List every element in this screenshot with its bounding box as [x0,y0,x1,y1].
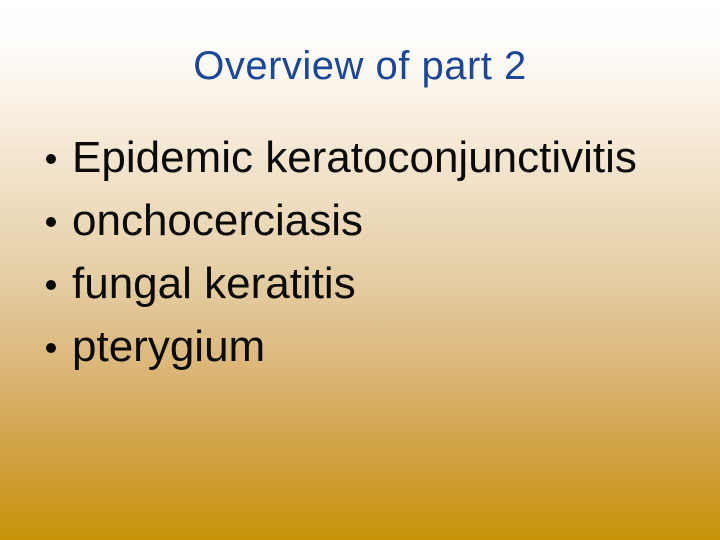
list-item [46,252,704,315]
bullet-text: pterygium [72,321,266,371]
slide-title: Overview of part 2 [193,44,527,88]
bullet-list [46,126,704,378]
list-item [46,189,704,252]
bullet-text: onchocerciasis [72,195,364,245]
bullet-icon [46,280,56,290]
bullet-text: Epidemic keratoconjunctivitis [72,132,637,182]
bullet-icon [46,154,56,164]
bullet-icon [46,217,56,227]
list-item [46,315,704,378]
list-item [46,126,704,189]
bullet-text: fungal keratitis [72,258,356,308]
bullet-icon [46,343,56,353]
